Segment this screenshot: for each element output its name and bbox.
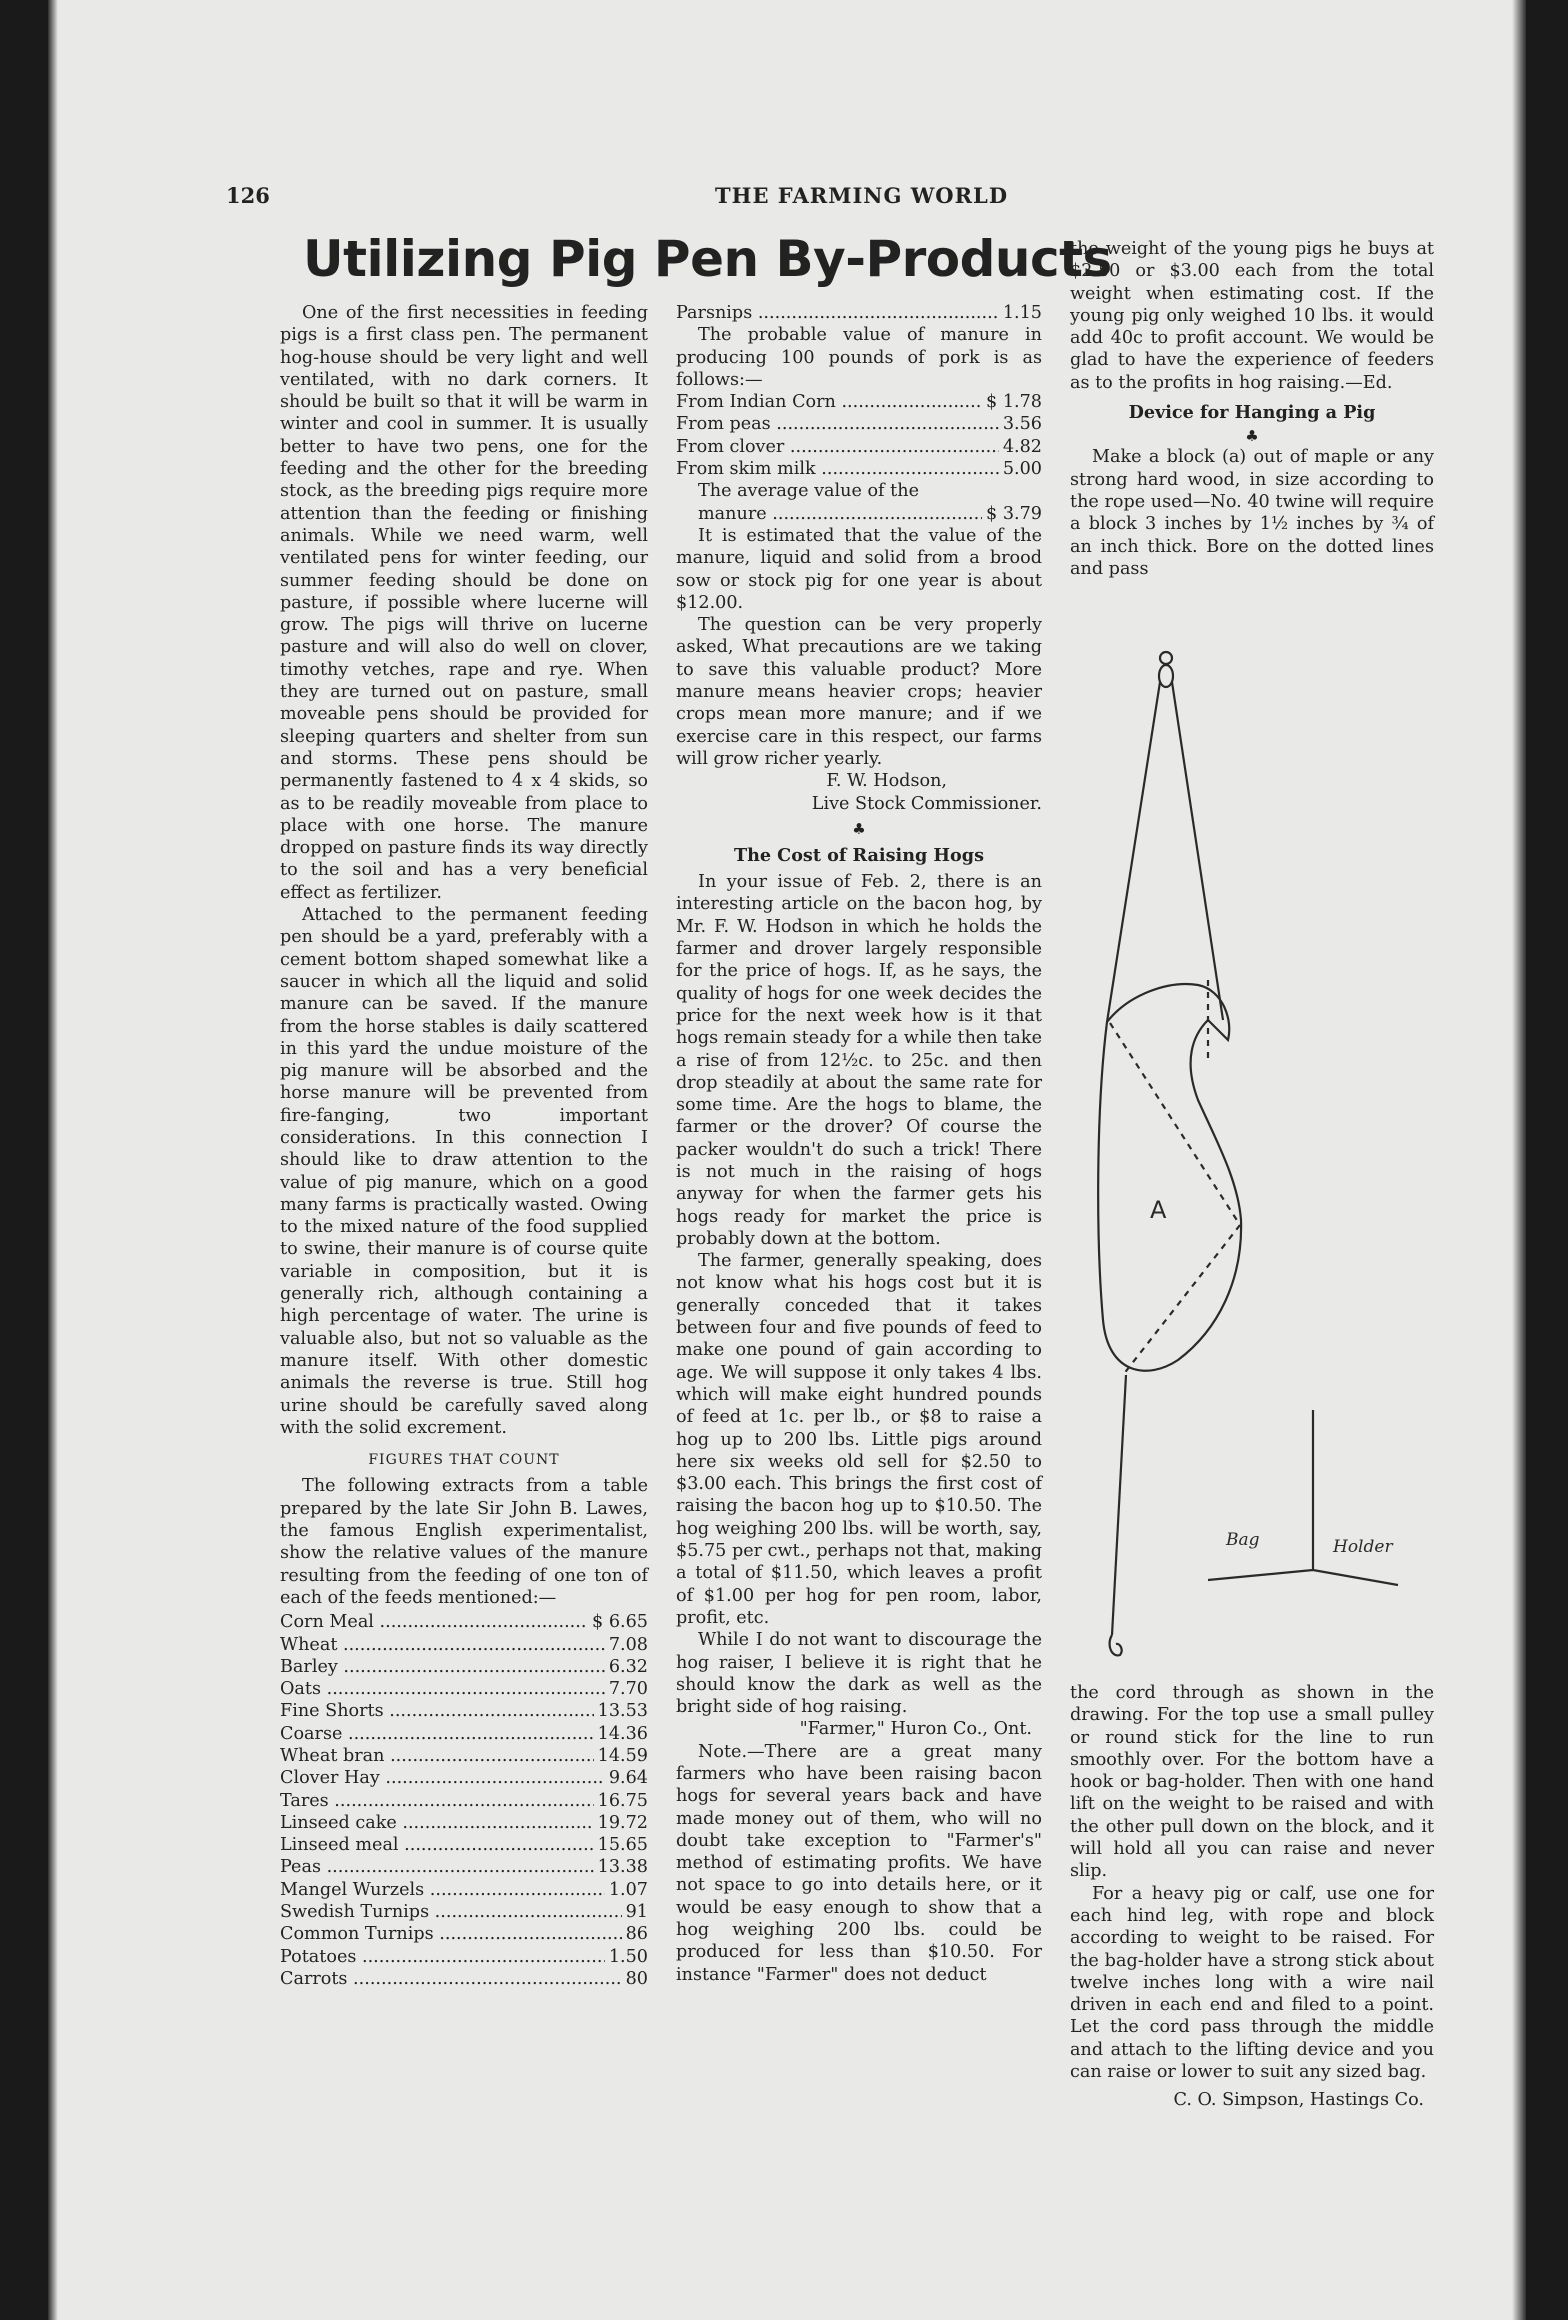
column-1	[280, 302, 648, 1990]
paragraph: One of the first necessities in feeding pigs is a first class pen. The permanent hog-house should be very light and well ventilated, with no dark corners. It should be built so that it will be warm in winter and cool in summer. It is usually better to have two pens, one for the feeding and the other for the breeding stock, as the breeding pigs require more attention than the feeding or finishing animals. While we need warm, well ventilated pens for winter feeding, our summer feeding should be done on pasture, if possible where lucerne will grow. The pigs will thrive on lucerne pasture and will also do well on clover, timothy vetches, rape and rye. When they are turned out on pasture, small moveable pens should be provided for sleeping quarters and shelter from sun and storms. These pens should be permanently fastened to 4 x 4 skids, so as to be readily moveable from place to place with one horse. The manure dropped on pasture finds its way directly to the soil and has a very beneficial effect as fertilizer.	[280, 303, 648, 903]
row-label: Wheat .....	[280, 1634, 605, 1656]
paragraph: Attached to the permanent feeding pen should be a yard, preferably with a cement bottom shaped somewhat like a saucer in which all the liquid and solid manure can be saved. If the manure from the horse stables is daily scattered in this yard the undue moisture of the pig manure will be absorbed and the horse manure will be prevented from fire-fanging, two important considerations. In this connection I should like to draw attention to the value of pig manure, which on a good many farms is practically wasted. Owing to the mixed nature of the food supplied to swine, their manure is of course quite variable in composition, but it is generally rich, although containing a high percentage of water. The urine is valuable also, but not so valuable as the manure itself. With other domestic animals the reverse is true. Still hog urine should be carefully saved along with the solid excrement.	[280, 905, 648, 1438]
signature-name: F. W. Hodson,	[826, 771, 947, 792]
table-row	[280, 1968, 648, 1990]
row-value: 14.59	[597, 1746, 648, 1766]
row-label: manure .....	[676, 503, 982, 525]
subheading: Device for Hanging a Pig	[1128, 402, 1376, 424]
bag-label: Bag	[1226, 1530, 1260, 1550]
subheading: FIGURES THAT COUNT	[368, 1452, 560, 1469]
row-label: Mangel Wurzels .....	[280, 1879, 605, 1901]
row-label: Parsnips .....	[676, 302, 999, 324]
article-title: Utilizing Pig Pen By-Products	[303, 230, 1112, 288]
table-row	[280, 1834, 648, 1856]
hanging-device-drawing	[1088, 640, 1428, 1680]
signature: C. O. Simpson, Hastings Co.	[1173, 2090, 1424, 2111]
paragraph: Note.—There are a great many farmers who have been raising bacon hogs for several years back and have made money out of them, who will no doubt take exception to "Farmer's" method of estimating profits. We have not space to go into details here, or it would be easy enough to show that a hog weighing 200 lbs. could be produced for less than $10.50. For instance "Farmer" does not deduct	[676, 1741, 1042, 1985]
column-3-top	[1070, 238, 1434, 580]
row-value: $ 3.79	[986, 503, 1042, 524]
holder-label: Holder	[1333, 1537, 1393, 1557]
hook-icon	[1110, 1635, 1122, 1655]
paragraph: The following extracts from a table prepared by the late Sir John B. Lawes, the famous English experimentalist, show the relative values of the manure resulting from the feeding of one ton of each of the feeds mentioned:—	[280, 1476, 648, 1608]
row-label: From peas .....	[676, 413, 999, 435]
row-label: From skim milk .....	[676, 458, 999, 480]
table-row	[280, 1879, 648, 1901]
magazine-page	[48, 0, 1526, 2320]
row-value: 7.70	[608, 1679, 648, 1700]
row-value: 1.50	[608, 1946, 648, 1967]
row-value: 86	[625, 1924, 648, 1945]
row-label: Oats .....	[280, 1678, 605, 1700]
paragraph: For a heavy pig or calf, use one for each hind leg, with rope and block according to weight to be raised. For the bag-holder have a strong stick about twelve inches long with a wire nail driven in each end and filed to a point. Let the cord pass through the middle and attach to the lifting device and you can raise or lower to suit any sized bag.	[1070, 1883, 1434, 2083]
row-label: Wheat bran .....	[280, 1745, 594, 1767]
device-illustration	[1088, 640, 1428, 1680]
row-label: Linseed meal .....	[280, 1834, 594, 1856]
row-label: Peas .....	[280, 1856, 594, 1878]
table-row	[676, 503, 1042, 525]
row-label: Common Turnips .....	[280, 1923, 622, 1945]
table-row	[280, 1767, 648, 1789]
table-row	[676, 391, 1042, 413]
paragraph: The farmer, generally speaking, does not know what his hogs cost but it is generally conceded that it takes between four and five pounds of feed to make one pound of gain according to age. We will suppose it only takes 4 lbs. which will make eight hundred pounds of feed at 1c. per lb., or $8 to raise a hog up to 200 lbs. Little pigs around here six weeks old sell for $2.50 to $3.00 each. This brings the first cost of raising the bacon hog up to $10.50. The hog weighing 200 lbs. will be worth, say, $5.75 per cwt., perhaps not that, making a total of $11.50, which leaves a profit of $1.00 per hog for pen room, labor, profit, etc.	[676, 1251, 1042, 1628]
bag-holder-bar	[1208, 1570, 1398, 1585]
paragraph: the cord through as shown in the drawing. For the top use a small pulley or round stick for the line to run smoothly over. For the bottom have a hook or bag-holder. Then with one hand lift on the weight to be raised and with the other pull down on the block, and it will hold all you can raise and never slip.	[1070, 1683, 1434, 1882]
row-label: Corn Meal .....	[280, 1611, 588, 1633]
table-row	[280, 1656, 648, 1678]
table-row	[280, 1856, 648, 1878]
signature: "Farmer," Huron Co., Ont.	[799, 1719, 1032, 1740]
running-title: THE FARMING WORLD	[715, 183, 1009, 208]
row-value: $ 1.78	[986, 392, 1042, 413]
row-value: 80	[625, 1968, 648, 1989]
row-value: 15.65	[597, 1835, 648, 1856]
row-value: 13.38	[597, 1857, 648, 1878]
paragraph: the weight of the young pigs he buys at $2.50 or $3.00 each from the total weight when estimating cost. If the young pig only weighed 10 lbs. it would add 40c to profit account. We would be glad to have the experience of feeders as to the profits in hog raising.—Ed.	[1070, 239, 1434, 393]
row-label: Carrots .....	[280, 1968, 622, 1990]
paragraph: The question can be very properly asked, What precautions are we taking to save this valuable product? More manure means heavier crops; heavier crops mean more manure; and if we exercise care in this respect, our farms will grow richer yearly.	[676, 615, 1042, 769]
row-label: Fine Shorts .....	[280, 1700, 594, 1722]
feed-value-table	[280, 1611, 648, 1990]
table-row	[280, 1946, 648, 1968]
table-row	[280, 1700, 648, 1722]
row-label: From Indian Corn .....	[676, 391, 982, 413]
row-value: 1.07	[608, 1879, 648, 1900]
row-value: 16.75	[597, 1790, 648, 1811]
row-value: 4.82	[1002, 436, 1042, 457]
top-ring	[1160, 652, 1172, 664]
table-row	[676, 302, 1042, 324]
cord-left	[1107, 682, 1160, 1022]
bore-line	[1123, 1225, 1240, 1375]
row-label: Clover Hay .....	[280, 1767, 605, 1789]
table-row	[280, 1745, 648, 1767]
row-value: $ 6.65	[592, 1612, 648, 1633]
row-value: 3.56	[1002, 414, 1042, 435]
cord-right	[1172, 682, 1223, 1020]
table-row	[280, 1812, 648, 1834]
manure-value-table	[676, 391, 1042, 480]
row-label: Potatoes .....	[280, 1946, 605, 1968]
column-2	[676, 302, 1042, 1986]
subheading: The Cost of Raising Hogs	[733, 844, 984, 866]
row-label: Tares .....	[280, 1790, 594, 1812]
paragraph: It is estimated that the value of the manure, liquid and solid from a brood sow or stock pig for one year is about $12.00.	[676, 525, 1042, 613]
table-row	[280, 1901, 648, 1923]
table-row	[676, 436, 1042, 458]
row-label: Coarse .....	[280, 1723, 594, 1745]
table-row	[676, 458, 1042, 480]
table-row	[280, 1923, 648, 1945]
table-row	[280, 1634, 648, 1656]
row-label: Barley .....	[280, 1656, 605, 1678]
club-ornament: ♣	[852, 819, 866, 838]
signature-title: Live Stock Commissioner.	[811, 793, 1042, 814]
row-value: 19.72	[597, 1812, 648, 1833]
paragraph: Make a block (a) out of maple or any strong hard wood, in size according to the rope used—No. 40 twine will require a block 3 inches by 1½ inches by ¾ of an inch thick. Bore on the dotted lines and pass	[1070, 447, 1434, 579]
page-number: 126	[226, 183, 270, 208]
row-value: 91	[625, 1902, 648, 1923]
cord-bottom	[1112, 1375, 1126, 1635]
row-value: 1.15	[1002, 303, 1042, 323]
row-value: 14.36	[597, 1723, 648, 1744]
pulley-icon	[1159, 665, 1173, 687]
column-3-bottom	[1070, 1682, 1434, 2112]
row-value: 7.08	[608, 1634, 648, 1655]
table-row	[280, 1790, 648, 1812]
row-value: 9.64	[608, 1768, 648, 1789]
block-label: A	[1150, 1196, 1167, 1224]
row-label: From clover .....	[676, 436, 999, 458]
row-value: 13.53	[597, 1701, 648, 1722]
table-row	[280, 1611, 648, 1633]
table-row	[280, 1678, 648, 1700]
block-a	[1098, 984, 1241, 1371]
club-ornament: ♣	[1245, 427, 1259, 446]
paragraph: The average value of the	[698, 481, 919, 502]
row-label: Swedish Turnips .....	[280, 1901, 622, 1923]
bore-line	[1110, 1023, 1240, 1225]
table-row	[676, 413, 1042, 435]
row-value: 5.00	[1002, 459, 1042, 480]
paragraph: The probable value of manure in producing 100 pounds of pork is as follows:—	[676, 325, 1042, 390]
row-value: 6.32	[608, 1656, 648, 1677]
table-row	[280, 1723, 648, 1745]
row-label: Linseed cake .....	[280, 1812, 594, 1834]
paragraph: While I do not want to discourage the hog raiser, I believe it is right that he should know the dark as well as the bright side of hog raising.	[676, 1630, 1042, 1718]
paragraph: In your issue of Feb. 2, there is an interesting article on the bacon hog, by Mr. F. W. Hodson in which he holds the farmer and drover largely responsible for the price of hogs. If, as he says, the quality of hogs for one week decides the price for the next week how is it that hogs remain steady for a while then take a rise of from 12½c. to 25c. and then drop steadily at about the same rate for some time. Are the hogs to blame, the farmer or the drover? Of course the packer wouldn't do such a trick! There is not much in the raising of hogs anyway for when the farmer gets his hogs ready for market the price is probably down at the bottom.	[676, 872, 1042, 1249]
